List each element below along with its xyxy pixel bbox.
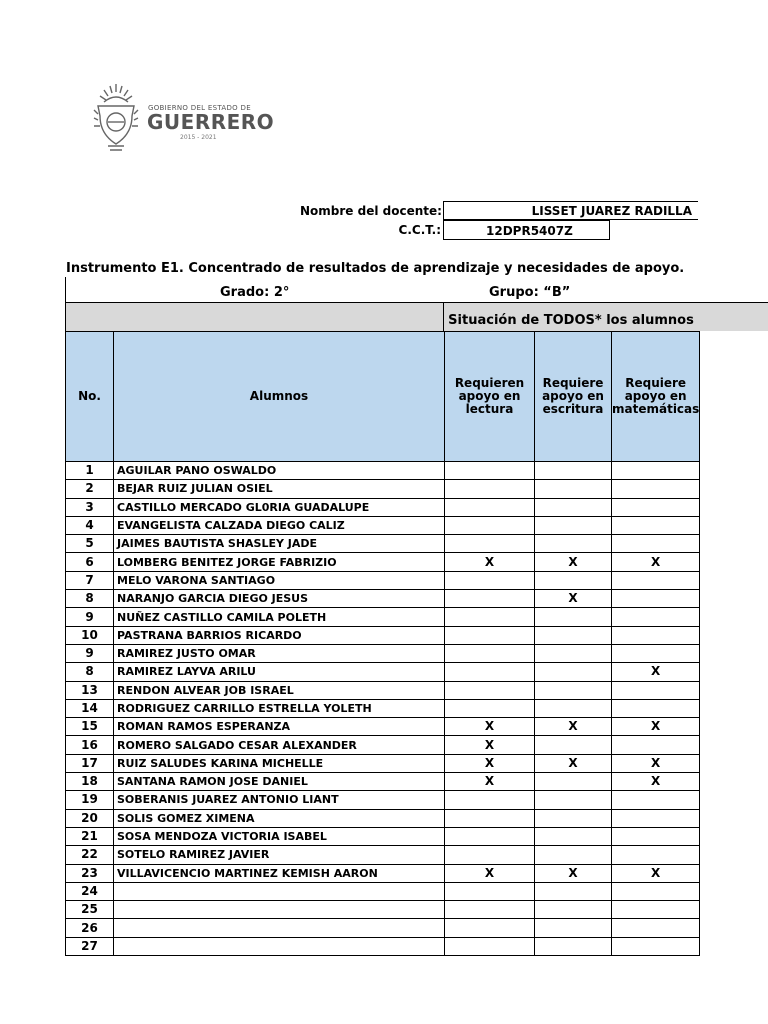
lectura-mark xyxy=(445,827,535,845)
matematicas-mark xyxy=(612,681,700,699)
student-name: MELO VARONA SANTIAGO xyxy=(114,571,445,589)
table-row xyxy=(66,462,700,480)
student-name: RENDON ALVEAR JOB ISRAEL xyxy=(114,681,445,699)
guerrero-logo xyxy=(88,80,275,154)
student-name: AGUILAR PANO OSWALDO xyxy=(114,462,445,480)
grado-grupo-row xyxy=(65,277,698,302)
row-number: 8 xyxy=(66,663,114,681)
escritura-mark xyxy=(535,736,612,754)
lectura-mark: X xyxy=(445,864,535,882)
student-name: NUÑEZ CASTILLO CAMILA POLETH xyxy=(114,608,445,626)
lectura-mark xyxy=(445,644,535,662)
matematicas-mark xyxy=(612,919,700,937)
student-name xyxy=(114,901,445,919)
table-row xyxy=(66,882,700,900)
row-number: 15 xyxy=(66,718,114,736)
escritura-mark xyxy=(535,901,612,919)
matematicas-mark xyxy=(612,480,700,498)
table-header-row xyxy=(66,332,700,462)
table-row xyxy=(66,901,700,919)
table-row xyxy=(66,791,700,809)
student-name: RODRIGUEZ CARRILLO ESTRELLA YOLETH xyxy=(114,699,445,717)
table-row xyxy=(66,663,700,681)
lectura-mark xyxy=(445,663,535,681)
escritura-mark xyxy=(535,663,612,681)
student-name: NARANJO GARCIA DIEGO JESUS xyxy=(114,590,445,608)
lectura-mark xyxy=(445,571,535,589)
lectura-mark xyxy=(445,498,535,516)
student-name: SOTELO RAMIREZ JAVIER xyxy=(114,846,445,864)
row-number: 19 xyxy=(66,791,114,809)
row-number: 26 xyxy=(66,919,114,937)
matematicas-mark: X xyxy=(612,864,700,882)
lectura-mark: X xyxy=(445,553,535,571)
escritura-mark xyxy=(535,644,612,662)
matematicas-mark: X xyxy=(612,553,700,571)
grado-label: Grado: 2° xyxy=(220,285,290,300)
escritura-mark xyxy=(535,516,612,534)
column-header-matematicas: Requiere apoyo en matemáticas xyxy=(612,332,700,462)
table-row xyxy=(66,608,700,626)
situacion-header: Situación de TODOS* los alumnos xyxy=(448,313,694,328)
matematicas-mark xyxy=(612,846,700,864)
cct-label: C.C.T.: xyxy=(398,223,441,237)
matematicas-mark: X xyxy=(612,663,700,681)
student-name: ROMAN RAMOS ESPERANZA xyxy=(114,718,445,736)
table-row xyxy=(66,644,700,662)
table-row xyxy=(66,773,700,791)
students-table xyxy=(65,331,700,956)
table-row xyxy=(66,827,700,845)
student-name: RAMIREZ JUSTO OMAR xyxy=(114,644,445,662)
table-row xyxy=(66,480,700,498)
lectura-mark xyxy=(445,608,535,626)
escritura-mark: X xyxy=(535,754,612,772)
row-number: 27 xyxy=(66,937,114,955)
row-number: 24 xyxy=(66,882,114,900)
row-number: 9 xyxy=(66,608,114,626)
row-number: 18 xyxy=(66,773,114,791)
matematicas-mark xyxy=(612,516,700,534)
lectura-mark xyxy=(445,480,535,498)
table-row xyxy=(66,699,700,717)
lectura-mark xyxy=(445,462,535,480)
matematicas-mark xyxy=(612,827,700,845)
escritura-mark xyxy=(535,773,612,791)
grupo-label: Grupo: “B” xyxy=(489,285,571,300)
row-number: 9 xyxy=(66,644,114,662)
escritura-mark xyxy=(535,535,612,553)
matematicas-mark xyxy=(612,462,700,480)
escritura-mark xyxy=(535,480,612,498)
student-name: EVANGELISTA CALZADA DIEGO CALIZ xyxy=(114,516,445,534)
row-number: 10 xyxy=(66,626,114,644)
escritura-mark xyxy=(535,827,612,845)
table-row xyxy=(66,937,700,955)
escritura-mark xyxy=(535,699,612,717)
lectura-mark xyxy=(445,626,535,644)
logo-top-line: GOBIERNO DEL ESTADO DE xyxy=(148,104,251,112)
student-name: CASTILLO MERCADO GL0RIA GUADALUPE xyxy=(114,498,445,516)
row-number: 3 xyxy=(66,498,114,516)
escritura-mark xyxy=(535,626,612,644)
lectura-mark xyxy=(445,901,535,919)
table-row xyxy=(66,590,700,608)
matematicas-mark: X xyxy=(612,773,700,791)
row-number: 6 xyxy=(66,553,114,571)
matematicas-mark xyxy=(612,626,700,644)
matematicas-mark xyxy=(612,882,700,900)
logo-name: GUERRERO xyxy=(147,110,275,134)
matematicas-mark xyxy=(612,901,700,919)
column-header-no: No. xyxy=(66,332,114,462)
student-name: JAIMES BAUTISTA SHASLEY JADE xyxy=(114,535,445,553)
escritura-mark xyxy=(535,681,612,699)
lectura-mark: X xyxy=(445,736,535,754)
matematicas-mark xyxy=(612,571,700,589)
row-number: 21 xyxy=(66,827,114,845)
lectura-mark xyxy=(445,699,535,717)
row-number: 7 xyxy=(66,571,114,589)
table-row xyxy=(66,919,700,937)
matematicas-mark xyxy=(612,535,700,553)
column-header-escritura: Requiere apoyo en escritura xyxy=(535,332,612,462)
student-name xyxy=(114,919,445,937)
row-number: 22 xyxy=(66,846,114,864)
table-row xyxy=(66,736,700,754)
table-row xyxy=(66,718,700,736)
table-row xyxy=(66,516,700,534)
matematicas-mark xyxy=(612,809,700,827)
lectura-mark xyxy=(445,590,535,608)
table-row xyxy=(66,846,700,864)
lectura-mark xyxy=(445,535,535,553)
logo-years: 2015 - 2021 xyxy=(180,134,217,141)
student-name: SOSA MENDOZA VICTORIA ISABEL xyxy=(114,827,445,845)
student-name: RAMIREZ LAYVA ARILU xyxy=(114,663,445,681)
matematicas-mark xyxy=(612,498,700,516)
escritura-mark: X xyxy=(535,553,612,571)
lectura-mark xyxy=(445,937,535,955)
row-number: 20 xyxy=(66,809,114,827)
row-number: 25 xyxy=(66,901,114,919)
row-number: 5 xyxy=(66,535,114,553)
escritura-mark xyxy=(535,809,612,827)
row-number: 14 xyxy=(66,699,114,717)
matematicas-mark xyxy=(612,937,700,955)
row-number: 8 xyxy=(66,590,114,608)
docente-label: Nombre del docente: xyxy=(300,204,442,218)
table-row xyxy=(66,864,700,882)
escritura-mark xyxy=(535,462,612,480)
table-row xyxy=(66,571,700,589)
matematicas-mark xyxy=(612,699,700,717)
table-row xyxy=(66,754,700,772)
row-number: 23 xyxy=(66,864,114,882)
lectura-mark xyxy=(445,882,535,900)
matematicas-mark xyxy=(612,736,700,754)
student-name: SANTANA RAMON JOSE DANIEL xyxy=(114,773,445,791)
escritura-mark xyxy=(535,498,612,516)
escritura-mark xyxy=(535,919,612,937)
escritura-mark xyxy=(535,791,612,809)
matematicas-mark xyxy=(612,791,700,809)
lectura-mark: X xyxy=(445,718,535,736)
table-row xyxy=(66,553,700,571)
column-header-alumnos: Alumnos xyxy=(114,332,445,462)
student-name: PASTRANA BARRIOS RICARDO xyxy=(114,626,445,644)
escritura-mark xyxy=(535,937,612,955)
escritura-mark xyxy=(535,608,612,626)
row-number: 13 xyxy=(66,681,114,699)
state-seal-icon xyxy=(88,80,144,154)
student-name: RUIZ SALUDES KARINA MICHELLE xyxy=(114,754,445,772)
lectura-mark xyxy=(445,791,535,809)
table-row xyxy=(66,498,700,516)
escritura-mark: X xyxy=(535,718,612,736)
table-row xyxy=(66,626,700,644)
escritura-mark: X xyxy=(535,864,612,882)
matematicas-mark xyxy=(612,590,700,608)
row-number: 1 xyxy=(66,462,114,480)
student-name xyxy=(114,937,445,955)
cct-value: 12DPR5407Z xyxy=(443,220,610,240)
lectura-mark xyxy=(445,846,535,864)
row-number: 4 xyxy=(66,516,114,534)
lectura-mark xyxy=(445,516,535,534)
matematicas-mark: X xyxy=(612,718,700,736)
student-name xyxy=(114,882,445,900)
student-name: SOLIS GOMEZ XIMENA xyxy=(114,809,445,827)
docente-value: LISSET JUAREZ RADILLA xyxy=(443,201,698,220)
row-number: 16 xyxy=(66,736,114,754)
table-row xyxy=(66,681,700,699)
student-name: VILLAVICENCIO MARTINEZ KEMISH AARON xyxy=(114,864,445,882)
student-name: ROMERO SALGADO CESAR ALEXANDER xyxy=(114,736,445,754)
escritura-mark xyxy=(535,882,612,900)
escritura-mark xyxy=(535,571,612,589)
matematicas-mark xyxy=(612,608,700,626)
row-number: 17 xyxy=(66,754,114,772)
table-row xyxy=(66,809,700,827)
lectura-mark: X xyxy=(445,754,535,772)
student-name: LOMBERG BENITEZ JORGE FABRIZIO xyxy=(114,553,445,571)
escritura-mark: X xyxy=(535,590,612,608)
student-name: SOBERANIS JUAREZ ANTONIO LIANT xyxy=(114,791,445,809)
document-title: Instrumento E1. Concentrado de resultados de aprendizaje y necesidades de apoyo. xyxy=(66,261,685,276)
lectura-mark xyxy=(445,809,535,827)
escritura-mark xyxy=(535,846,612,864)
row-number: 2 xyxy=(66,480,114,498)
lectura-mark: X xyxy=(445,773,535,791)
lectura-mark xyxy=(445,919,535,937)
table-row xyxy=(66,535,700,553)
student-name: BEJAR RUIZ JULIAN OSIEL xyxy=(114,480,445,498)
matematicas-mark xyxy=(612,644,700,662)
column-header-lectura: Requieren apoyo en lectura xyxy=(445,332,535,462)
matematicas-mark: X xyxy=(612,754,700,772)
lectura-mark xyxy=(445,681,535,699)
